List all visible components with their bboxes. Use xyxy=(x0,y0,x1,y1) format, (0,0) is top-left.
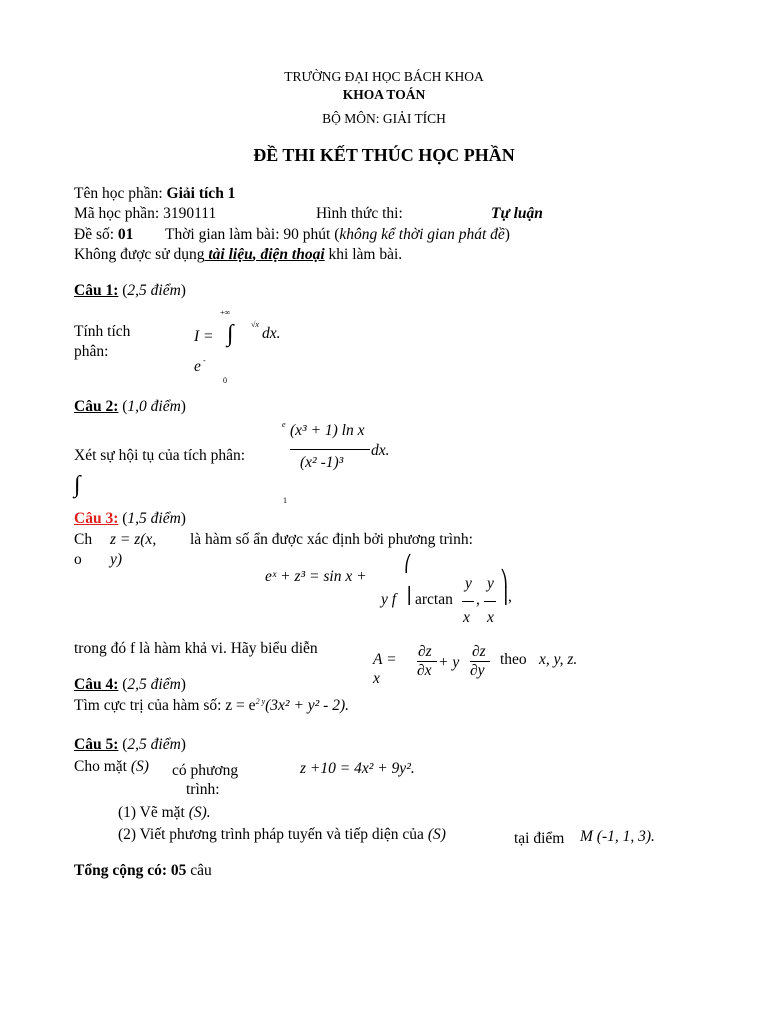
q3-y-def: y) xyxy=(110,551,123,568)
q3-d1-num: ∂z xyxy=(418,643,432,660)
q5-equation: z +10 = 4x² + 9y². xyxy=(300,760,415,777)
q1-exp-base: e xyxy=(194,358,201,375)
q1-integrand: dx. xyxy=(262,325,281,342)
q3-heading: Câu 3: (1,5 điểm) xyxy=(74,510,186,527)
school-name: TRƯỜNG ĐẠI HỌC BÁCH KHOA xyxy=(284,69,484,84)
q5-point: M (-1, 1, 3). xyxy=(580,828,655,845)
q5-item-1: (1) Vẽ mặt (S). xyxy=(118,804,211,821)
q3-z-def: z = z(x, xyxy=(110,531,157,548)
q4-heading: Câu 4: (2,5 điểm) xyxy=(74,676,186,693)
q5-item-2-at: tại điểm xyxy=(514,830,565,847)
q1-lower-limit: 0 xyxy=(223,376,227,385)
exam-number: 01 xyxy=(117,226,134,243)
q3-d1-den: ∂x xyxy=(417,662,432,679)
q3-frac1-line xyxy=(462,601,474,602)
q3-plus-y: + y xyxy=(438,654,460,671)
course-code: Mã học phần: 3190111 xyxy=(74,205,217,222)
q5-intro: Cho mặt (S) xyxy=(74,758,149,775)
q2-heading: Câu 2: (1,0 điểm) xyxy=(74,398,186,415)
q1-sqrt: √x xyxy=(251,320,259,329)
q3-paren-right: ⎟ xyxy=(500,588,508,605)
q3-frac2-line xyxy=(484,601,496,602)
q2-denominator: (x² -1)³ xyxy=(300,454,344,471)
q3-paren-top: ⎛ xyxy=(404,556,412,573)
q3-arctan: arctan xyxy=(415,591,453,608)
q1-heading: Câu 1: (2,5 điểm) xyxy=(74,282,186,299)
q2-integral-sign: ∫ xyxy=(74,472,81,498)
exam-title: ĐỀ THI KẾT THÚC HỌC PHẦN xyxy=(253,145,515,165)
exam-number-line: Đề số: 01 xyxy=(74,226,134,243)
department-name: BỘ MÔN: GIẢI TÍCH xyxy=(322,111,446,126)
q3-frac2-den: x xyxy=(487,609,494,626)
q3-text-2: trong đó f là hàm khả vi. Hãy biểu diễn xyxy=(74,640,318,657)
q3-trailing-comma: , xyxy=(508,588,512,605)
total-number: 05 xyxy=(170,862,187,879)
q1-text-1: Tính tích xyxy=(74,323,131,340)
q3-d2-num: ∂z xyxy=(472,643,486,660)
q3-ch: Ch xyxy=(74,531,93,548)
total-line: Tổng cộng có: 05 câu xyxy=(74,862,212,879)
q3-eq-left: eˣ + z³ = sin x + xyxy=(265,568,367,585)
q3-paren-left: ⎜ xyxy=(407,588,415,605)
q3-o: o xyxy=(74,551,82,568)
q3-frac1-den: x xyxy=(463,609,470,626)
q3-frac-comma: , xyxy=(476,591,480,608)
time-line: Thời gian làm bài: 90 phút (không kể thời gian phát đề) xyxy=(165,226,510,243)
q1-integral-sign: ∫ xyxy=(227,321,234,347)
q5-heading: Câu 5: (2,5 điểm) xyxy=(74,736,186,753)
exam-form-label: Hình thức thi: xyxy=(316,205,403,222)
q5-item-2: (2) Viết phương trình pháp tuyến và tiếp diện của (S) xyxy=(118,826,446,843)
course-name: Giải tích 1 xyxy=(166,185,236,202)
q2-upper-limit: e xyxy=(282,420,286,429)
course-line: Tên học phần: Giải tích 1 xyxy=(74,185,236,202)
q3-vars: x, y, z. xyxy=(539,651,578,668)
q3-theo: theo xyxy=(500,651,527,668)
q1-upper-limit: +∞ xyxy=(220,308,231,317)
q2-fraction-line xyxy=(290,449,370,450)
q5-text-mid-1: có phương xyxy=(172,762,239,779)
faculty-name: KHOA TOÁN xyxy=(342,87,426,102)
q4-text: Tìm cực trị của hàm số: $z = e^{2 y}(3x^2 + y^2 - 2)$. xyxy=(74,697,349,715)
q5-text-mid-2: trình: xyxy=(186,781,220,798)
q2-text: Xét sự hội tụ của tích phân: xyxy=(74,447,246,464)
q1-text-2: phân: xyxy=(74,343,109,360)
q3-frac2-num-top: y xyxy=(487,575,494,592)
rules-line: Không được sử dụng tài liệu, điện thoại khi làm bài. xyxy=(74,246,403,263)
q3-frac1-num-top: y xyxy=(465,575,472,592)
q1-lhs: I = xyxy=(194,328,214,345)
q2-dx: dx. xyxy=(371,442,390,459)
q2-lower-limit: 1 xyxy=(283,496,287,505)
q3-x-below: x xyxy=(373,670,380,687)
exam-form-value: Tự luận xyxy=(491,205,543,222)
q1-exp-sup: - xyxy=(203,356,206,365)
q3-yf: y f xyxy=(381,591,397,608)
q3-d2-den: ∂y xyxy=(470,662,485,679)
q2-numerator: (x³ + 1) ln x xyxy=(290,422,365,439)
q3-paren-right-top: ⎞ xyxy=(500,571,508,588)
q3-text: là hàm số ẩn được xác định bởi phương trình: xyxy=(190,531,473,548)
q3-A: A = xyxy=(373,651,397,668)
